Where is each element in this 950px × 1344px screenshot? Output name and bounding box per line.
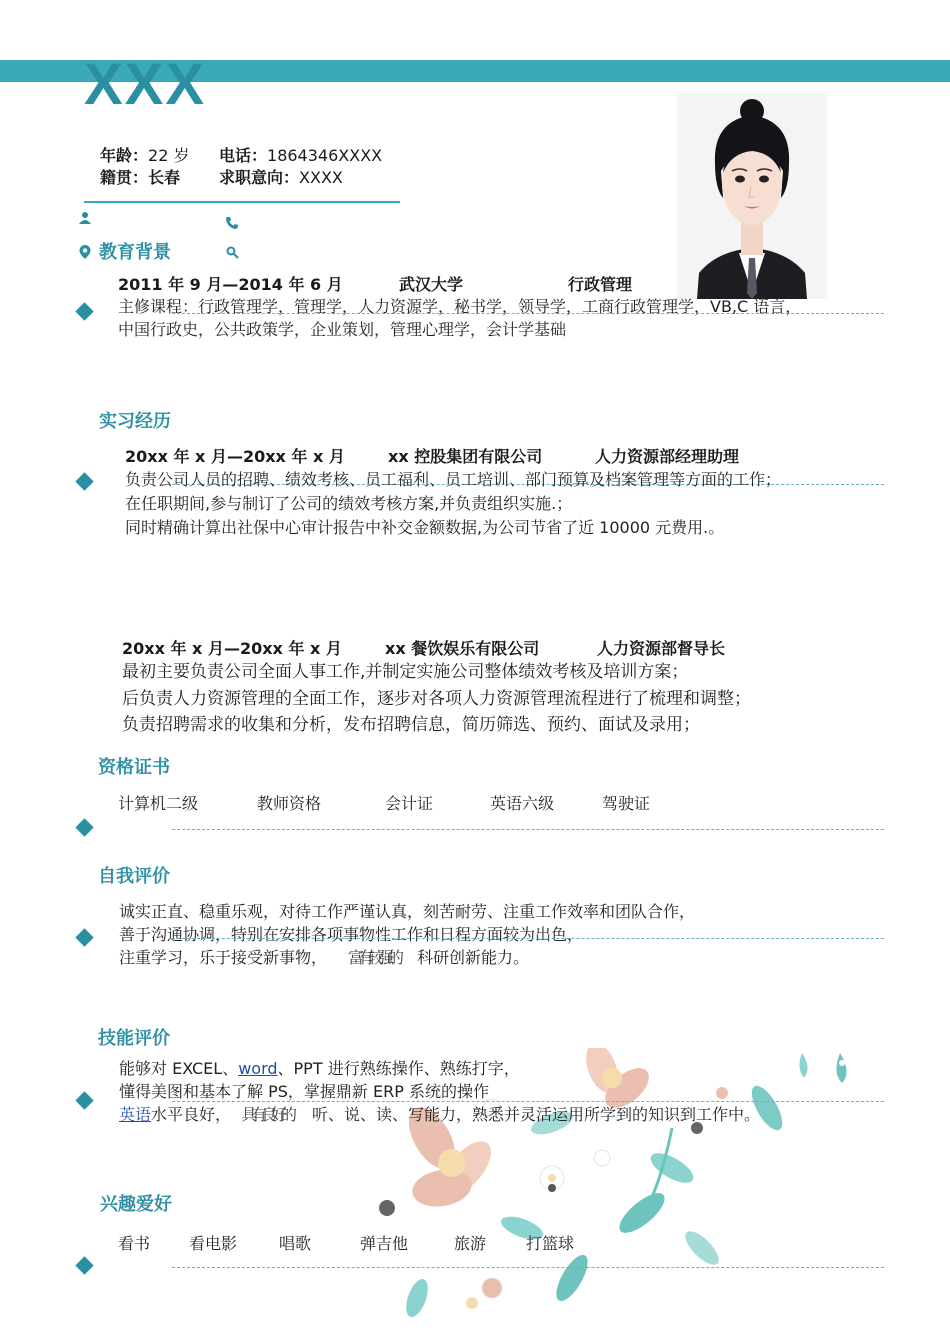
section-title-education: 教育背景: [99, 242, 171, 263]
phone-label: 电话：: [219, 146, 268, 165]
hobby-item: 弹吉他: [360, 1234, 409, 1253]
section-diamond-marker: [75, 1256, 93, 1274]
age-field: [100, 145, 189, 167]
certificate-item: 驾驶证: [602, 794, 651, 813]
self-eval-overlap-text: 富有较强的: [348, 948, 399, 967]
self-eval-line: 注重学习，乐于接受新事物，: [119, 948, 328, 967]
phone-field: [219, 145, 382, 167]
section-diamond-marker: [75, 302, 93, 320]
job1-role: 人力资源部经理助理: [595, 447, 740, 466]
skills-overlap-text: 具有良好的: [241, 1105, 292, 1124]
age-value: 22 岁: [148, 146, 190, 165]
section-title-internship: 实习经历: [99, 411, 171, 432]
candidate-name: XXX: [84, 56, 207, 110]
age-label: 年龄：: [100, 146, 149, 165]
job2-duty-line: 最初主要负责公司全面人事工作,并制定实施公司整体绩效考核及培训方案；: [122, 662, 689, 682]
job2-role: 人力资源部督导长: [597, 639, 726, 658]
job2-company: xx 餐饮娱乐有限公司: [385, 639, 540, 658]
education-courses-line2: 中国行政史，公共政策学，企业策划，管理心理学，会计学基础: [118, 320, 567, 339]
education-school: 武汉大学: [399, 275, 464, 294]
skills-line-3-start: 水平良好，: [151, 1105, 232, 1124]
skills-line-2: 懂得美图和基本了解 PS，掌握鼎新 ERP 系统的操作: [119, 1082, 489, 1101]
section-title-hobbies: 兴趣爱好: [100, 1194, 172, 1215]
info-underline: [84, 201, 400, 203]
dotted-divider: [172, 1101, 884, 1102]
certificate-item: 教师资格: [257, 794, 322, 813]
job2-duty-line: 后负责人力资源管理的全面工作，逐步对各项人力资源管理流程进行了梳理和调整；: [122, 689, 751, 709]
location-pin-icon: [78, 244, 92, 264]
phone-value: 1864346XXXX: [267, 146, 383, 165]
dotted-divider: [172, 1267, 884, 1268]
section-title-certificates: 资格证书: [98, 757, 170, 778]
section-diamond-marker: [75, 928, 93, 946]
origin-label: 籍贯：: [100, 168, 149, 187]
job1-duty-line: 同时精确计算出社保中心审计报告中补交金额数据,为公司节省了近 10000 元费用.。: [125, 518, 725, 537]
phone-icon: [225, 215, 239, 234]
section-title-skills: 技能评价: [98, 1028, 170, 1049]
skills-line-1-end: 、PPT 进行熟练操作、熟练打字，: [277, 1059, 520, 1078]
hobby-item: 旅游: [454, 1234, 487, 1253]
certificate-item: 英语六级: [490, 794, 555, 813]
skills-line-1: [119, 1057, 520, 1080]
section-diamond-marker: [75, 472, 93, 490]
certificate-item: 会计证: [385, 794, 434, 813]
self-eval-line: 科研创新能力。: [417, 948, 530, 967]
skills-line-1-start: 能够对 EXCEL、: [119, 1059, 239, 1078]
job1-duty-line: 在任职期间,参与制订了公司的绩效考核方案,并负责组织实施.；: [125, 494, 573, 513]
origin-value: 长春: [148, 168, 181, 187]
certificate-item: 计算机二级: [118, 794, 199, 813]
intent-label: 求职意向：: [219, 168, 300, 187]
education-major: 行政管理: [568, 275, 633, 294]
job2-duty-line: 负责招聘需求的收集和分析，发布招聘信息，简历筛选、预约、面试及录用；: [122, 715, 700, 735]
job1-duty-line: 负责公司人员的招聘、绩效考核、员工福利、员工培训、部门预算及档案管理等方面的工作；: [125, 470, 782, 489]
search-icon: [226, 244, 239, 263]
education-period: 2011 年 9 月—2014 年 6 月: [118, 275, 343, 294]
skills-line-3-end: 听、说、读、写能力，熟悉并灵活运用所学到的知识到工作中。: [312, 1105, 761, 1124]
section-diamond-marker: [75, 818, 93, 836]
intent-field: [219, 167, 343, 189]
self-eval-line: 诚实正直、稳重乐观，对待工作严谨认真，刻苦耐劳、注重工作效率和团队合作，: [119, 902, 696, 921]
self-eval-line: 善于沟通协调，特别在安排各项事物性工作和日程方面较为出色，: [119, 925, 584, 944]
education-courses-line1: 主修课程：行政管理学，管理学，人力资源学，秘书学，领导学，工商行政管理学，VB,C 语言，: [118, 297, 802, 316]
person-icon: [78, 210, 92, 229]
english-link[interactable]: 英语: [119, 1105, 152, 1124]
dotted-divider: [172, 938, 884, 939]
hobby-item: 唱歌: [279, 1234, 312, 1253]
job1-period: 20xx 年 x 月—20xx 年 x 月: [125, 447, 345, 466]
job2-period: 20xx 年 x 月—20xx 年 x 月: [122, 639, 342, 658]
profile-photo: [677, 93, 827, 299]
job1-company: xx 控股集团有限公司: [388, 447, 543, 466]
dotted-divider: [172, 829, 884, 830]
section-title-self-evaluation: 自我评价: [98, 866, 170, 887]
section-diamond-marker: [75, 1091, 93, 1109]
word-link[interactable]: word: [238, 1059, 278, 1078]
hobby-item: 看电影: [189, 1234, 238, 1253]
skills-line-3: [119, 1103, 231, 1126]
hobby-item: 打篮球: [526, 1234, 575, 1253]
intent-value: XXXX: [299, 168, 343, 187]
origin-field: [100, 167, 180, 189]
hobby-item: 看书: [118, 1234, 151, 1253]
